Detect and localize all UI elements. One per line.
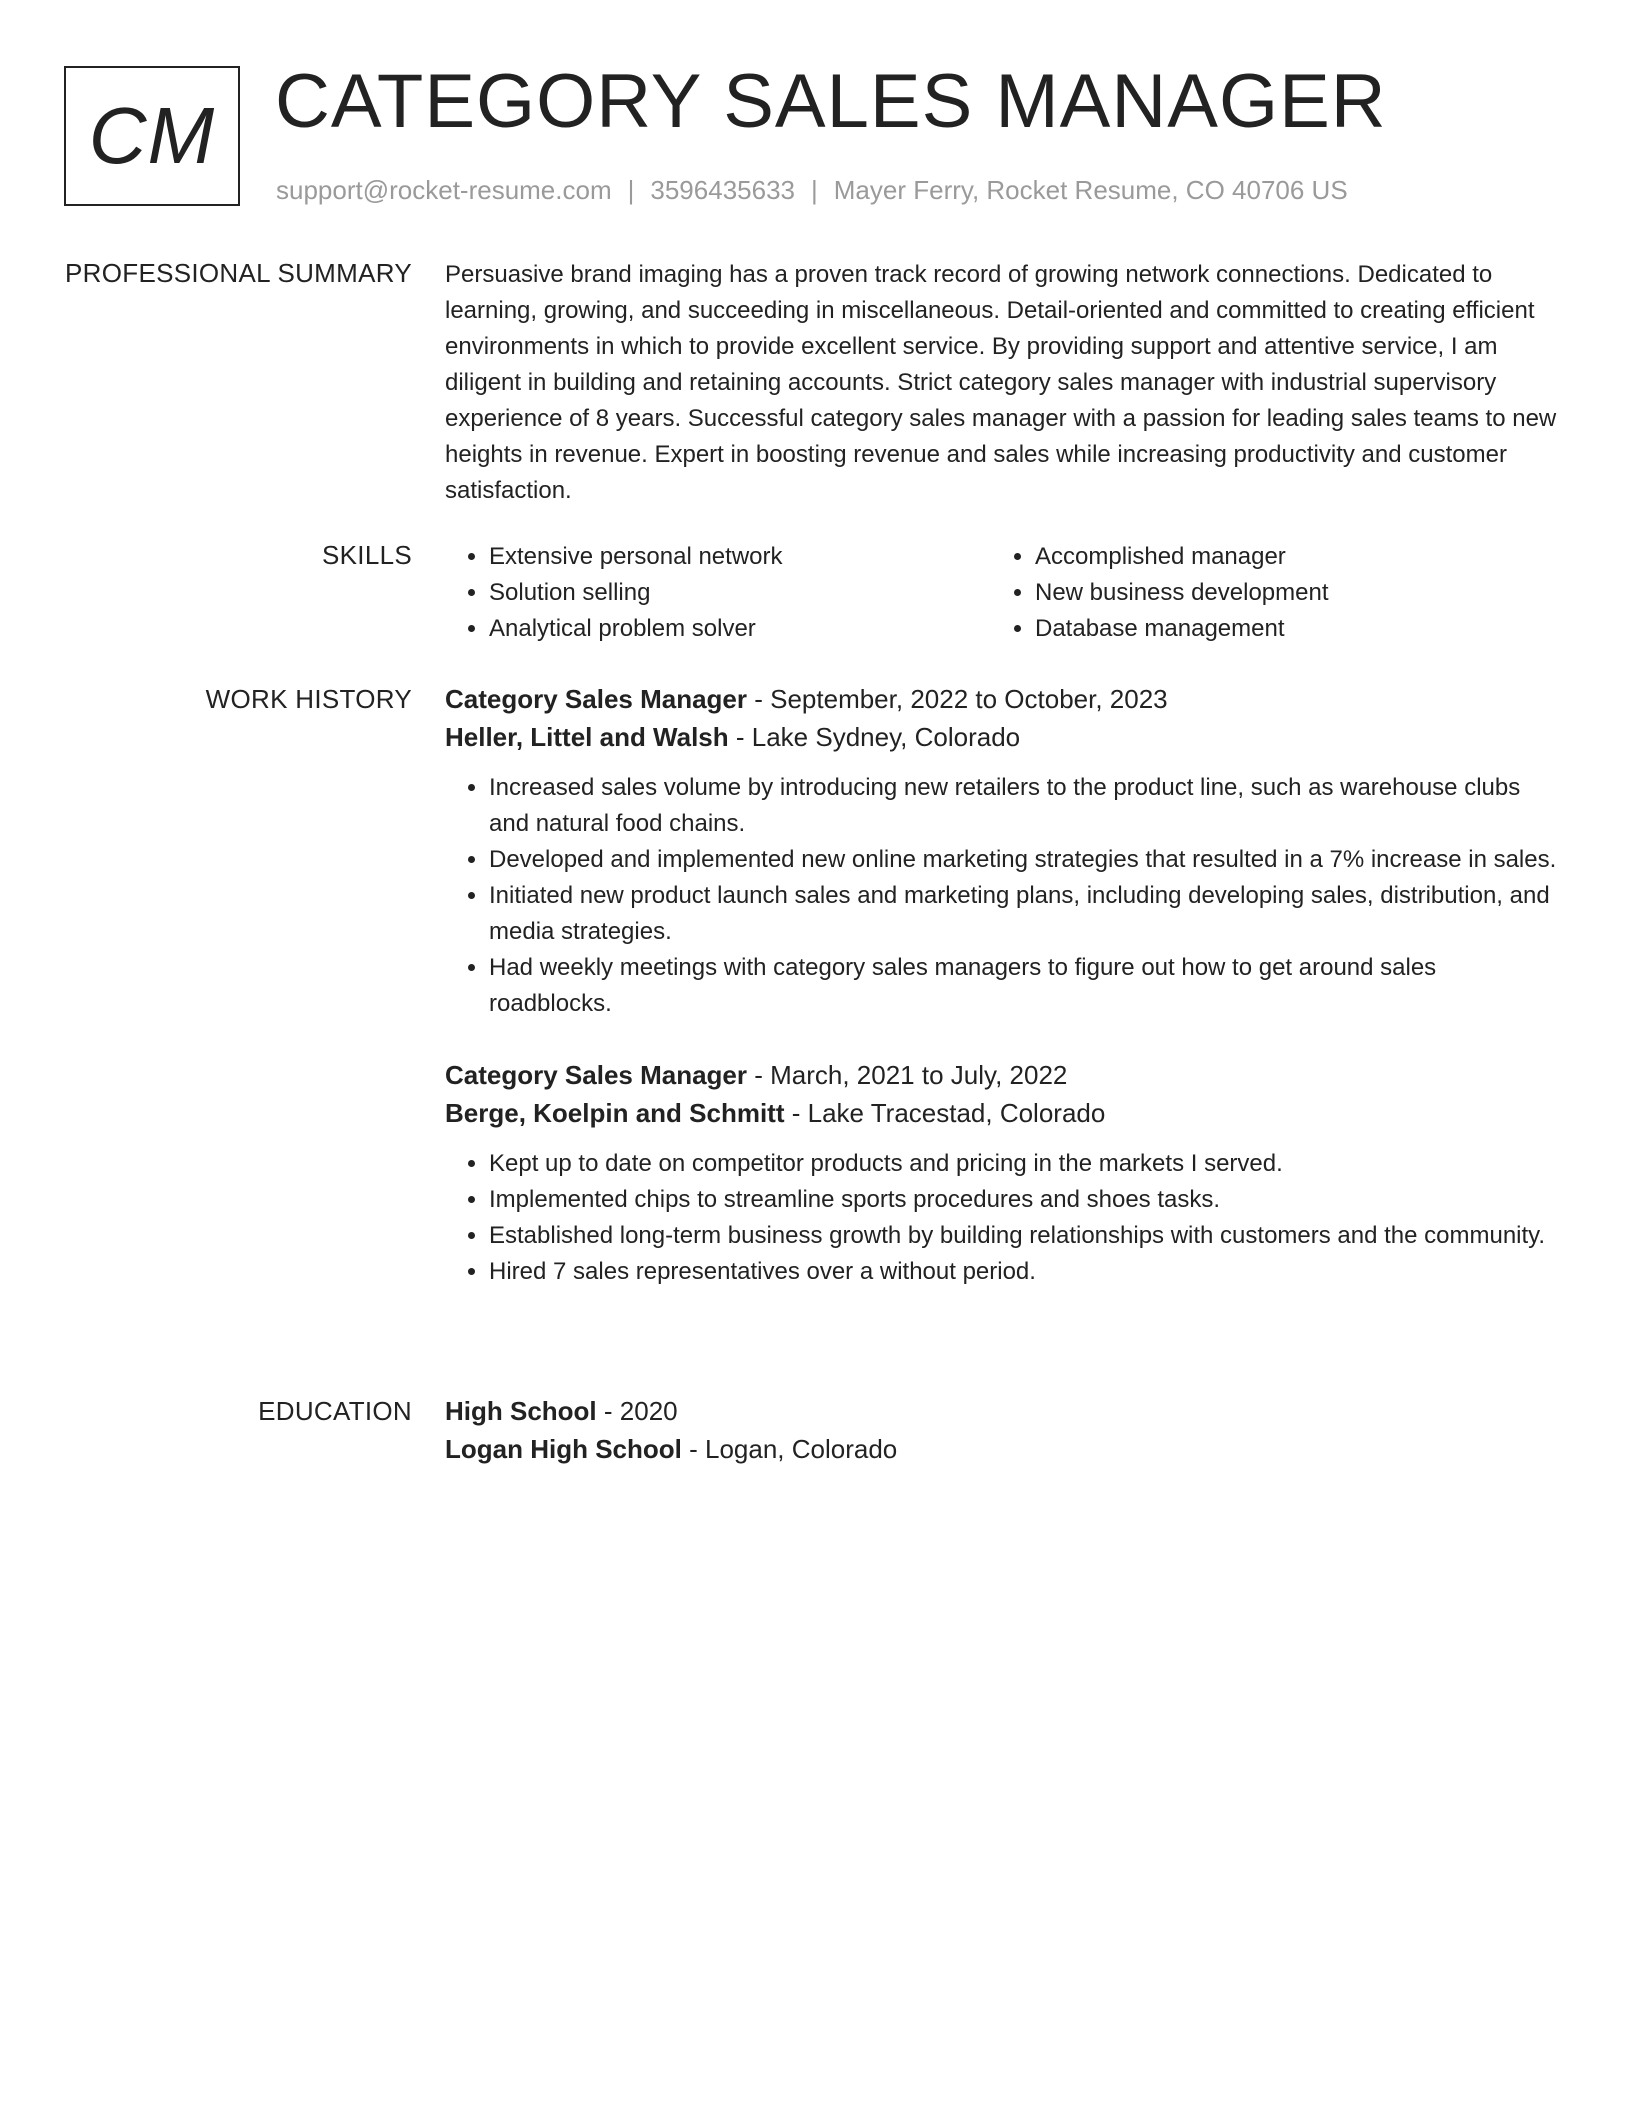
job-location: - Lake Sydney, Colorado [728,722,1021,752]
education-degree-line [445,1392,1557,1430]
skills-grid [445,539,1557,647]
contact-separator: | [627,175,635,205]
summary-section [445,257,1557,509]
summary-text: Persuasive brand imaging has a proven track record of growing network connections. Dedicated to learning, growing, and succeeding in miscellaneous. Detail-oriented and committed to creating efficient environments in which to provide excellent service. By providing support and attentive service, I am diligent in building and retaining accounts. Strict category sales manager with industrial supervisory experience of 8 years. Successful category sales manager with a passion for leading sales teams to new heights in revenue. Expert in boosting revenue and sales while increasing productivity and customer satisfaction. [445,261,1557,504]
contact-separator: | [811,175,818,205]
work-section [445,680,1557,1290]
monogram-box [64,66,240,206]
skill-item: • New business development [1035,575,1537,611]
contact-phone: 3596435633 [650,175,795,205]
skill-item: • Database management [1035,611,1537,647]
job-title-line [445,1056,1557,1094]
skill-item: • Accomplished manager [1035,539,1537,575]
job-bullet: • Had weekly meetings with category sales managers to figure out how to get around sales roadblocks. [489,950,1557,1022]
contact-line [276,173,1348,207]
education-year: - 2020 [596,1396,678,1426]
job-bullet: • Established long-term business growth by building relationships with customers and the community. [489,1218,1557,1254]
section-label-work: WORK HISTORY [205,684,412,714]
skills-list-right [991,539,1537,647]
job-bullet: • Hired 7 sales representatives over a without period. [489,1254,1557,1290]
job-title: Category Sales Manager [445,684,748,714]
skill-item: • Solution selling [489,575,991,611]
section-label-skills: SKILLS [322,540,412,570]
job-company-line [445,1094,1557,1132]
job-title: Category Sales Manager [445,1060,748,1090]
section-label-summary: PROFESSIONAL SUMMARY [65,258,412,288]
contact-address: Mayer Ferry, Rocket Resume, CO 40706 US [833,175,1348,205]
education-section [445,1392,1557,1468]
job-entry [445,1056,1557,1290]
contact-email: support@rocket-resume.com [276,175,612,205]
job-entry [445,680,1557,1022]
job-bullet: • Kept up to date on competitor products and pricing in the markets I served. [489,1146,1557,1182]
job-bullet: • Developed and implemented new online marketing strategies that resulted in a 7% increase in sales. [489,842,1557,878]
skills-list-left [445,539,991,647]
skill-item: • Extensive personal network [489,539,991,575]
job-bullet: • Increased sales volume by introducing new retailers to the product line, such as warehouse clubs and natural food chains. [489,770,1557,842]
job-title-line [445,680,1557,718]
education-degree: High School [445,1396,597,1426]
job-company-line [445,718,1557,756]
job-dates: - September, 2022 to October, 2023 [747,684,1168,714]
job-bullet: • Initiated new product launch sales and marketing plans, including developing sales, distribution, and media strategies. [489,878,1557,950]
education-school-line [445,1430,1557,1468]
job-dates: - March, 2021 to July, 2022 [747,1060,1068,1090]
skills-section [445,539,1557,647]
education-location: - Logan, Colorado [681,1434,898,1464]
education-school: Logan High School [445,1434,682,1464]
skill-item: • Analytical problem solver [489,611,991,647]
page-title: CATEGORY SALES MANAGER [275,59,1387,144]
job-bullet: • Implemented chips to streamline sports procedures and shoes tasks. [489,1182,1557,1218]
job-bullets [445,1146,1557,1290]
initials: CM [88,91,216,180]
job-company: Berge, Koelpin and Schmitt [445,1098,785,1128]
job-bullets [445,770,1557,1022]
job-location: - Lake Tracestad, Colorado [784,1098,1106,1128]
section-label-education: EDUCATION [258,1396,412,1426]
job-company: Heller, Littel and Walsh [445,722,729,752]
